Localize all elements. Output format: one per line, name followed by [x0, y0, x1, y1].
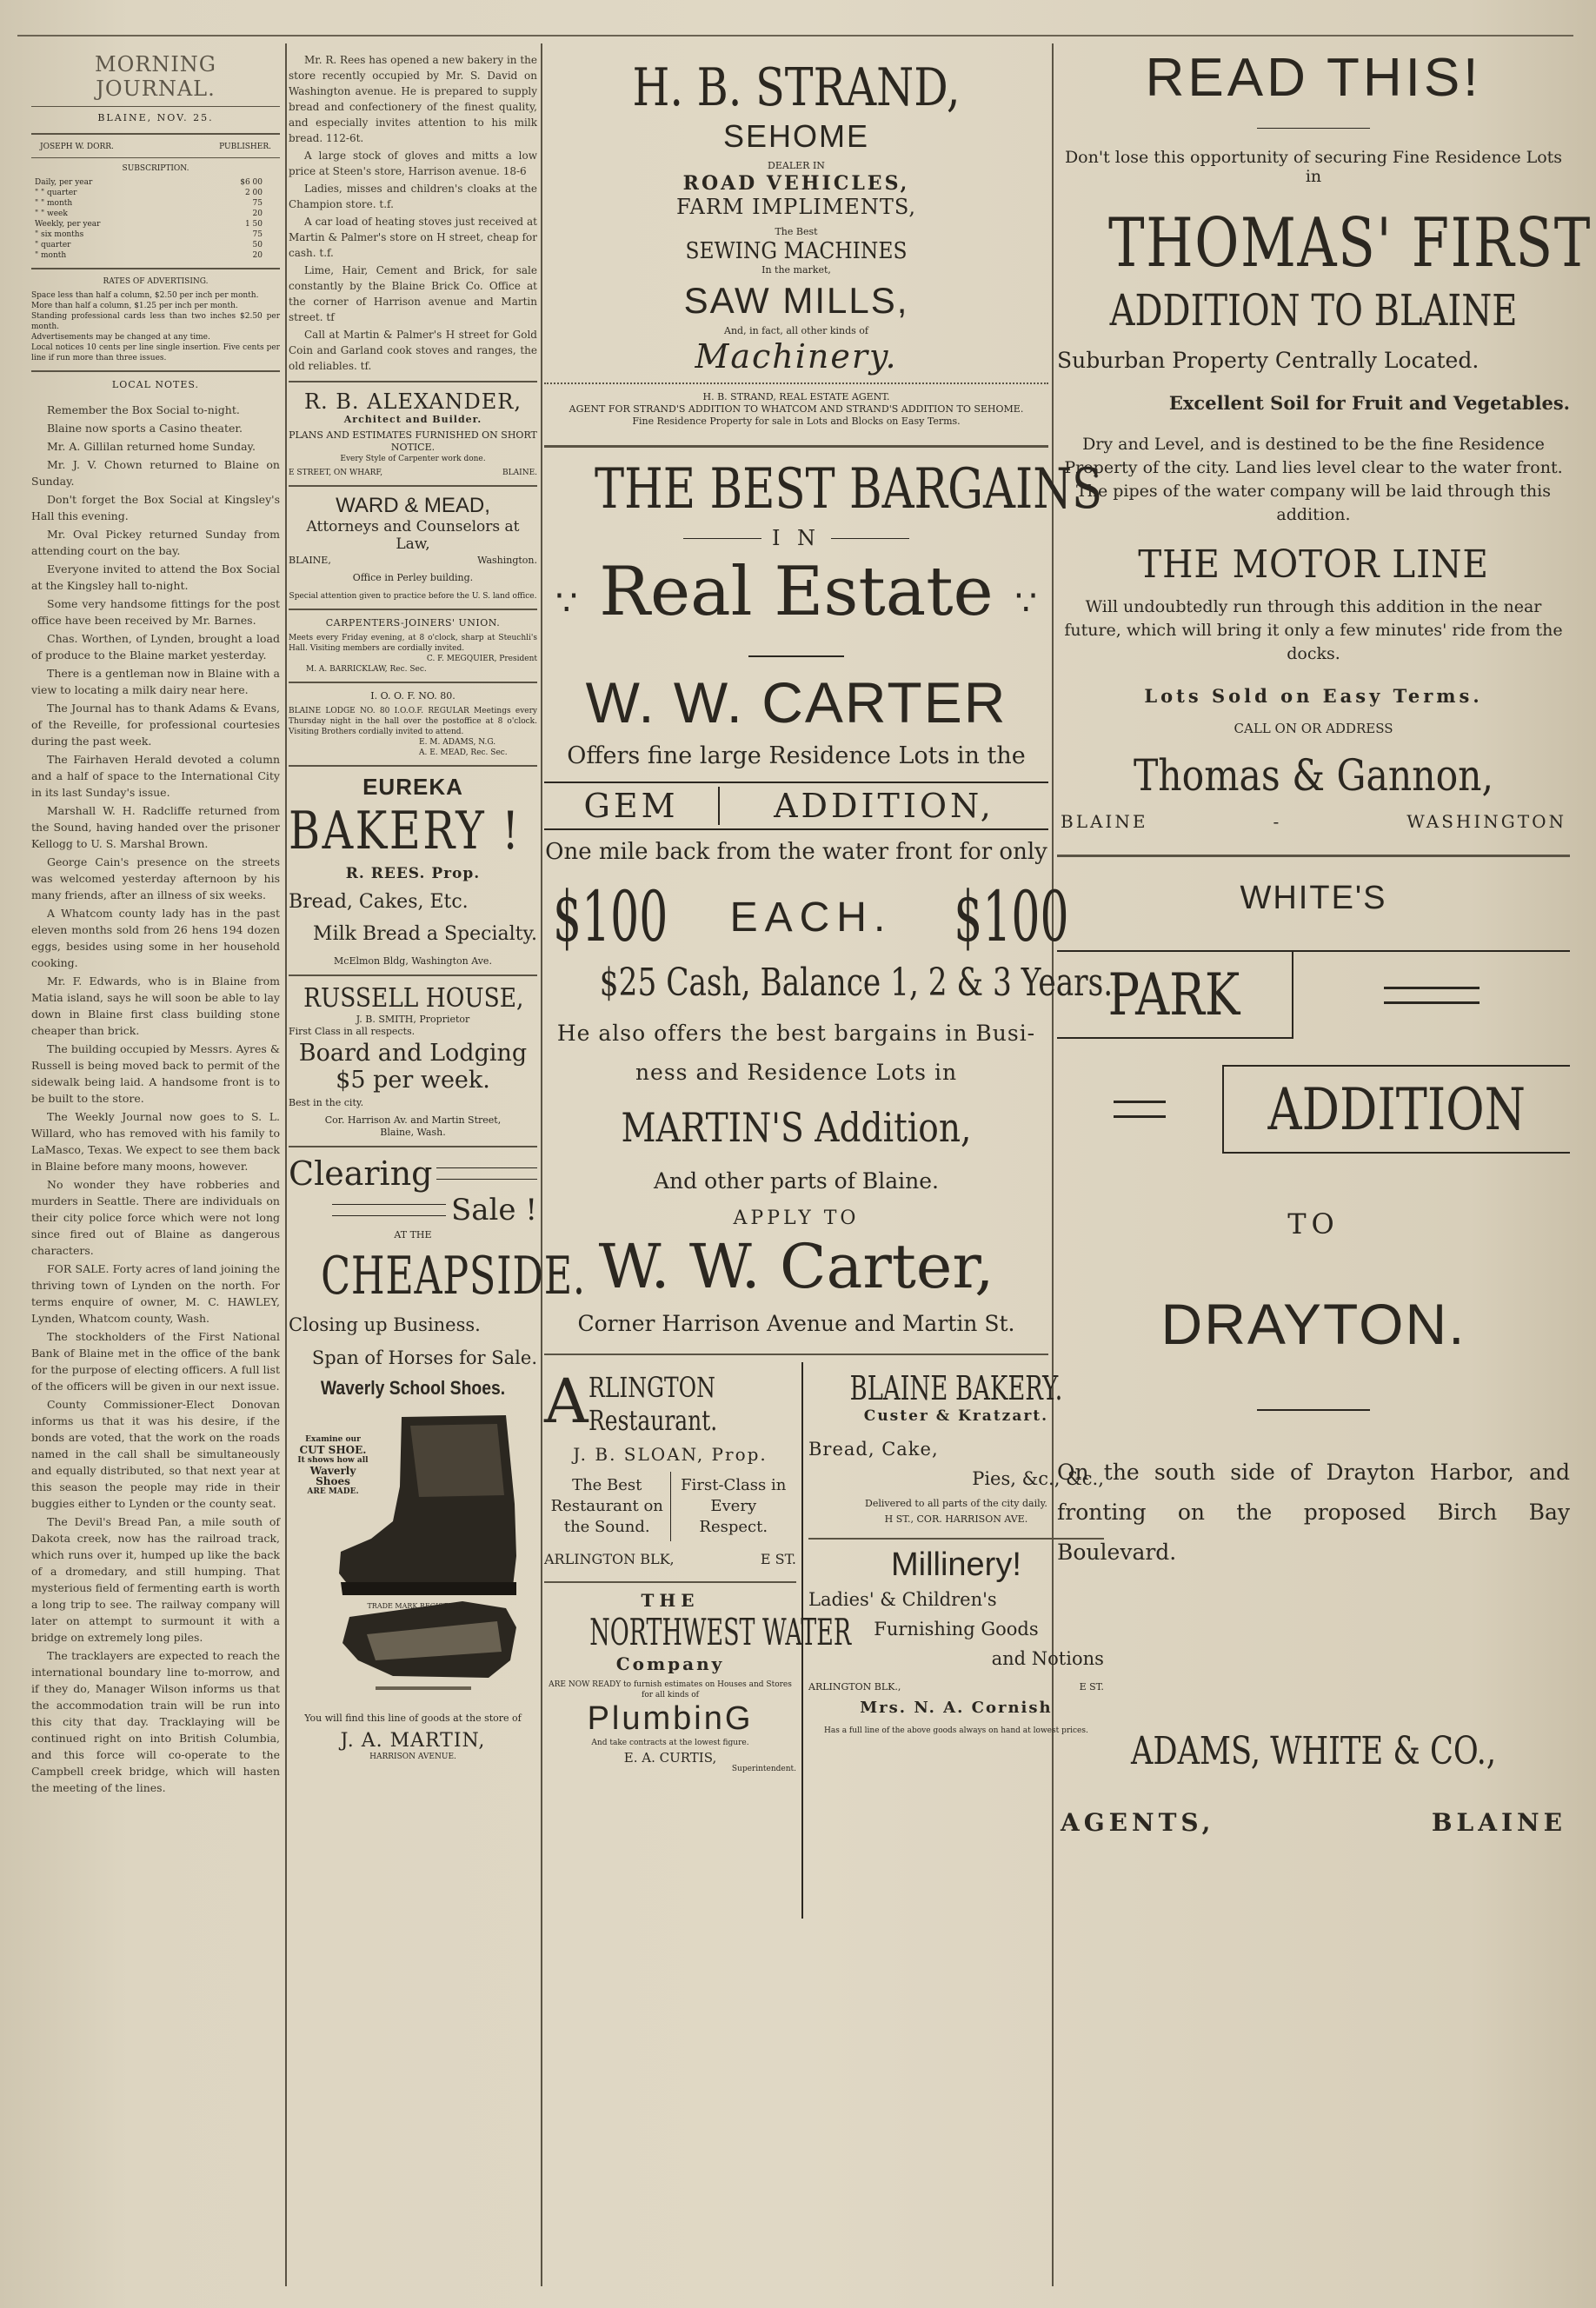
thomas-gannon: Thomas & Gannon,	[1133, 750, 1494, 801]
ioof-head: I. O. O. F. NO. 80.	[370, 690, 456, 702]
price-line	[544, 874, 1069, 961]
carter-offers: Offers fine large Residence Lots in the	[567, 742, 1026, 769]
agents-word: AGENTS,	[1061, 1808, 1215, 1837]
list-item: Mr. J. V. Chown returned to Blaine on Sunday.	[31, 458, 280, 488]
read-rule	[1257, 128, 1370, 129]
martin-addr: HARRISON AVENUE.	[369, 1753, 456, 1761]
carpenters-head: CARPENTERS-JOINERS' UNION.	[325, 617, 501, 629]
carpenters-text: Meets every Friday evening, at 8 o'clock, sharp at Steuchli's Hall. Visiting members are cordially invited.	[289, 634, 537, 653]
in-rule-right	[831, 538, 909, 539]
russell-class: First Class in all respects.	[289, 1026, 416, 1037]
list-item: Remember the Box Social to-night.	[47, 403, 240, 416]
arlington-ad	[544, 1366, 796, 1567]
column-ads-small	[289, 45, 586, 2288]
list-item: FOR SALE. Forty acres of land joining the thriving town of Lynden on the north. For terms enquire of owner, M. C. HAWLEY, Lynden, Whatcom county, Wash.	[31, 1262, 280, 1325]
list-item: A Whatcom county lady has in the past eleven months sold from 26 hens 194 dozen eggs, besides using some in her household cooking.	[31, 907, 280, 969]
strand-vehicles: ROAD VEHICLES,	[682, 172, 910, 195]
ward-title: Attorneys and Counselors at Law,	[306, 518, 520, 553]
blaine-bakery-l3: Delivered to all parts of the city daily.	[865, 1498, 1047, 1509]
drayton: DRAYTON.	[1160, 1292, 1466, 1356]
water-contracts: And take contracts at the lowest figure.	[591, 1739, 749, 1747]
suburban: Suburban Property Centrally Located.	[1057, 348, 1480, 373]
list-item: Mr. Oval Pickey returned Sunday from attending court on the bay.	[31, 528, 280, 557]
carter-also1: He also offers the best bargains in Busi-	[556, 1021, 1036, 1046]
carter-ad	[544, 455, 1114, 1336]
carter-terms: $25 Cash, Balance 1, 2 & 3 Years.	[599, 961, 1114, 1005]
subscription-row: " quarter 50	[35, 241, 263, 249]
whites-addition-ad	[1057, 880, 1570, 1837]
arlington-prop: J. B. SLOAN, Prop.	[573, 1444, 768, 1465]
arlington-left: The Best Restaurant on the Sound.	[544, 1472, 671, 1541]
water-text: ARE NOW READY to furnish estimates on Houses and Stores for all kinds of	[549, 1680, 792, 1699]
strand-fact: And, in fact, all other kinds of	[724, 325, 868, 336]
to-word: TO	[1287, 1207, 1340, 1240]
list-item: The Weekly Journal now goes to S. L. Willard, who has removed with his family to LaMasco, Texas. We expect to see them back in Blaine before many moons, however.	[31, 1110, 280, 1173]
subscription-head: SUBSCRIPTION.	[122, 164, 190, 173]
subscription-row: " " week 20	[35, 210, 263, 218]
russell-board1: Board and Lodging	[298, 1040, 528, 1067]
russell-addr1: Cor. Harrison Av. and Martin Street,	[324, 1114, 502, 1126]
arlington-title	[544, 1366, 796, 1437]
list-item: No wonder they have robberies and murders in Seattle. There are individuals on their city police force which were not long since fired out of Blaine as dangerous characters.	[31, 1178, 280, 1257]
list-item: Chas. Worthen, of Lynden, brought a load of produce to the Blaine market yesterday.	[31, 632, 280, 662]
carter-martins: MARTIN'S Addition,	[621, 1104, 972, 1151]
shoe-illustration	[289, 1400, 537, 1713]
water-name: NORTHWEST WATER	[589, 1611, 852, 1653]
blaine-word: BLAINE	[1061, 811, 1148, 832]
addition-to-blaine: ADDITION TO BLAINE	[1109, 285, 1518, 336]
in-rule-left	[683, 538, 761, 539]
column-local-notes	[31, 45, 280, 2288]
adams-white: ADAMS, WHITE & CO.,	[1130, 1729, 1497, 1773]
list-item: Lime, Hair, Cement and Brick, for sale constantly by the Blaine Brick Co. Office at the corner of Harrison avenue and Martin street. tf	[289, 264, 537, 323]
list-item: The Fairhaven Herald devoted a column and a half of space to the International City in its last Sunday's issue.	[31, 753, 280, 799]
ioof-ng: E. M. ADAMS, N.G.	[419, 738, 496, 747]
ward-name: WARD & MEAD,	[336, 494, 490, 517]
list-item: Mr. R. Rees has opened a new bakery in the store recently occupied by Mr. S. David on Washington avenue. He is prepared to supply bread and confectionery of the finest quality, and especially invites attention to his milk bread. 112-6t.	[289, 54, 537, 144]
ward-place: BLAINE, Washington.	[289, 555, 537, 566]
eureka-ad	[289, 774, 537, 968]
ward-office: Office in Perley building.	[352, 572, 474, 583]
eureka-big: BAKERY !	[289, 801, 522, 861]
water-curtis: E. A. CURTIS,	[623, 1750, 717, 1766]
alexander-role: Architect and Builder.	[343, 414, 482, 425]
water-company: Company	[615, 1653, 725, 1674]
local-notes-head: LOCAL NOTES.	[111, 379, 200, 390]
list-item: Ladies, misses and children's cloaks at the Champion store. t.f.	[289, 183, 537, 210]
ward-mead-ad	[289, 494, 537, 602]
eureka-top: EUREKA	[362, 774, 463, 800]
price-left: $100	[553, 876, 668, 957]
subscription-row: " " month 75	[35, 199, 263, 208]
cheapside-big: CHEAPSIDE.	[321, 1246, 586, 1307]
millinery-name: Mrs. N. A. Cornish	[860, 1699, 1053, 1717]
addition-word: ADDITION	[1222, 1065, 1570, 1154]
alexander-ad	[289, 389, 537, 478]
alexander-address: E STREET, ON WHARF, BLAINE.	[289, 469, 537, 477]
park-equals	[1293, 987, 1570, 1004]
gem-addition-box	[544, 782, 1048, 830]
subscription-row: Weekly, per year 1 50	[35, 220, 263, 229]
price-right: $100	[954, 876, 1069, 957]
ward-special: Special attention given to practice before the U. S. land office.	[289, 592, 537, 601]
cheapside-line2: Span of Horses for Sale.	[311, 1347, 537, 1368]
sale-line	[289, 1193, 537, 1227]
drayton-rule	[1257, 1409, 1370, 1411]
millinery-head: Millinery!	[890, 1546, 1021, 1583]
carter-also2: ness and Residence Lots in	[635, 1060, 958, 1085]
masthead-dateline: BLAINE, NOV. 25.	[97, 112, 214, 123]
column-real-estate	[1057, 45, 1592, 2288]
alexander-line2: Every Style of Carpenter work done.	[340, 455, 486, 463]
blaine-bakery-name: BLAINE BAKERY.	[849, 1369, 1063, 1407]
list-item: Some very handsome fittings for the post office have been received by Mr. Barnes.	[31, 597, 280, 627]
strand-sewing: SEWING MACHINES	[685, 238, 908, 264]
list-item: George Cain's presence on the streets was welcomed yesterday afternoon by his many friends, after an illness of six weeks.	[31, 855, 280, 901]
cheapside-line1: Closing up Business.	[289, 1314, 481, 1335]
carter-name: W. W. CARTER	[585, 670, 1007, 735]
ornament-right: ∵	[1014, 583, 1037, 623]
list-item: The building occupied by Messrs. Ayres & Russell is being moved back to permit of the sidewalk being laid. A handsome front is to be built to the store.	[31, 1042, 280, 1105]
park-word: PARK	[1057, 952, 1293, 1039]
carter-other: And other parts of Blaine.	[653, 1168, 940, 1194]
local-notes-list	[31, 402, 280, 1796]
subscription-row: Daily, per year $6 00	[35, 178, 263, 187]
list-item: County Commissioner-Elect Donovan informs us that it was his desire, if the bonds are voted, that the work on the roads named in the call shall be simultaneously and equally distributed, so that next year at this season the people may ride in their buggies either to Lynden or the county seat.	[31, 1398, 280, 1510]
millinery-address: ARLINGTON BLK., E ST.	[808, 1681, 1104, 1693]
carter-headline: THE BEST BARGAINS	[595, 457, 1103, 522]
trade-mark: TRADE MARK REGISTERED.	[367, 1602, 471, 1610]
strand-agent3: Fine Residence Property for sale in Lots and Blocks on Easy Terms.	[632, 416, 961, 427]
cheapside-find: You will find this line of goods at the store of	[304, 1713, 522, 1724]
publisher-name: JOSEPH W. DORR.	[40, 143, 114, 151]
south-side: On the south side of Drayton Harbor, and fronting on the proposed Birch Bay Boulevard.	[1057, 1460, 1570, 1565]
blaine-word-2: BLAINE	[1431, 1808, 1566, 1837]
column-rule-1	[285, 43, 287, 2286]
carter-corner: Corner Harrison Avenue and Martin St.	[577, 1311, 1015, 1336]
carter-apply: APPLY TO	[733, 1207, 860, 1229]
strand-sawmills: SAW MILLS,	[683, 280, 909, 321]
park-row	[1057, 950, 1570, 1039]
real-estate-line	[544, 550, 1048, 645]
blaine-bakery-l2: Pies, &c., &c.,	[972, 1468, 1104, 1489]
publisher-line	[31, 142, 280, 152]
lots-sold: Lots Sold on Easy Terms.	[1144, 685, 1483, 707]
eureka-line1: Bread, Cakes, Etc.	[289, 891, 469, 913]
millinery-l3: and Notions	[991, 1648, 1104, 1669]
list-item: The Journal has to thank Adams & Evans, of the Reveille, for professional courtesies during the past week.	[31, 702, 280, 748]
carter-in-line	[544, 526, 1048, 550]
motor-text: Will undoubtedly run through this addition in the near future, which will bring it only a few minutes' ride from the docks.	[1064, 597, 1563, 663]
russell-prop: J. B. SMITH, Proprietor	[356, 1014, 470, 1025]
publisher-role: PUBLISHER.	[219, 143, 271, 151]
dry-level: Dry and Level, and is destined to be the fine Residence Property of the city. Land lies level clear to the water front. The pipes of the water company will be laid through this addition.	[1064, 435, 1563, 524]
arlington-rest1: RLINGTON	[588, 1371, 715, 1404]
carpenters-president: C. F. MEGQUIER, President	[426, 655, 537, 663]
arlington-columns	[544, 1472, 796, 1541]
list-item: There is a gentleman now in Blaine with a view to locating a milk dairy near here.	[31, 667, 280, 696]
shoe-caption: Examine our CUT SHOE. It shows how all Waverly Shoes ARE MADE.	[297, 1435, 369, 1496]
blaine-washington	[1057, 811, 1570, 832]
carter-name2: W. W. Carter,	[598, 1231, 994, 1302]
list-item: The stockholders of the First National Bank of Blaine met in the office of the bank for the purpose of electing officers. A full list of the officers will be given in our next issue.	[31, 1330, 280, 1393]
ioof-text: BLAINE LODGE NO. 80 I.O.O.F. REGULAR Meetings every Thursday night in the hall over the postoffice at 8 o'clock. Visiting Brothers cordially invited to attend.	[289, 707, 537, 736]
strand-impliments: FARM IMPLIMENTS,	[675, 195, 917, 219]
list-item: A car load of heating stoves just received at Martin & Palmer's store on H street, cheap for cash. t.f.	[289, 216, 537, 259]
list-item: Don't forget the Box Social at Kingsley's Hall this evening.	[31, 493, 280, 522]
arlington-right: First-Class in Every Respect.	[681, 1476, 787, 1536]
agents-line	[1057, 1808, 1570, 1837]
ornament-left: ∵	[555, 583, 578, 623]
waverly-head: Waverly School Shoes.	[320, 1377, 506, 1399]
list-item: Marshall W. H. Radcliffe returned from the Sound, having handed over the prisoner Kellogg to U. S. Marshal Brown.	[31, 804, 280, 850]
bottom-left-ads	[544, 1362, 852, 1919]
whites: WHITE'S	[1240, 880, 1387, 916]
clearing-word: Clearing	[289, 1154, 433, 1193]
martin-name: J. A. MARTIN,	[340, 1730, 486, 1752]
soil: Excellent Soil for Fruit and Vegetables.	[1168, 392, 1570, 414]
strand-dealer: DEALER IN	[768, 160, 825, 171]
list-item: Mr. A. Gillilan returned home Sunday.	[47, 440, 256, 453]
subscription-row: " six months 75	[35, 230, 263, 239]
millinery-l2: Furnishing Goods	[874, 1619, 1039, 1640]
notices	[289, 52, 537, 374]
strand-name: H. B. STRAND,	[632, 57, 961, 118]
list-item: Blaine now sports a Casino theater.	[47, 422, 243, 435]
eureka-line3: McElmon Bldg, Washington Ave.	[334, 955, 492, 967]
rates-text: Space less than half a column, $2.50 per inch per month. More than half a column, $1.25 per inch per month. Standing professional cards less than two inches $2.50 per month. Advertisements may be changed at any time. Local notices 10 cents per line single insertion. Five cents per line if run more than three issues.	[31, 291, 280, 362]
list-item: The Devil's Bread Pan, a mile south of Dakota creek, now has the railroad track, which runs over it, humped up like the back of a dromedary, and still humping. That mysterious field of fermenting earth is worth a long trip to see. The railway company will later on attempt to surmount it with a bridge on extremely long piles.	[31, 1515, 280, 1644]
carter-mile: One mile back from the water front for only	[545, 839, 1047, 865]
sale-rule	[332, 1204, 446, 1216]
carter-rule	[748, 655, 844, 657]
equals-sign	[1114, 1101, 1166, 1118]
subscription-table	[31, 174, 280, 261]
dont-lose: Don't lose this opportunity of securing Fine Residence Lots in	[1064, 148, 1563, 186]
ioof-ad	[289, 690, 537, 758]
motor-line: THE MOTOR LINE	[1138, 542, 1489, 587]
alexander-name: R. B. ALEXANDER,	[303, 389, 522, 414]
eureka-line2: Milk Bread a Specialty.	[313, 923, 537, 945]
gem-word: GEM	[544, 787, 720, 825]
russell-addr2: Blaine, Wash.	[380, 1127, 446, 1138]
arlington-rest2: Restaurant.	[588, 1404, 717, 1437]
addition-equals	[1057, 1101, 1222, 1118]
clearing-rule	[436, 1167, 538, 1180]
eureka-prop: R. REES. Prop.	[345, 865, 481, 882]
list-item: A large stock of gloves and mitts a low price at Steen's store, Harrison avenue. 18-6	[289, 150, 537, 177]
carpenters-sec: M. A. BARRICKLAW, Rec. Sec.	[306, 665, 427, 674]
strand-best: The Best	[775, 226, 818, 237]
clearing-line	[289, 1154, 537, 1193]
thomas-first: THOMAS' FIRST	[1108, 204, 1592, 283]
water-supt: Superintendent.	[731, 1765, 796, 1773]
washington-word: WASHINGTON	[1406, 811, 1566, 832]
strand-machinery: Machinery.	[695, 337, 898, 376]
read-this: READ THIS!	[1145, 48, 1482, 108]
carter-in: I N	[771, 526, 821, 550]
water-the: THE	[641, 1590, 700, 1611]
real-estate: Real Estate	[599, 553, 994, 631]
strand-ad	[544, 57, 1048, 428]
addition-row	[1057, 1065, 1570, 1154]
alexander-line1: PLANS AND ESTIMATES FURNISHED ON SHORT NOTICE.	[289, 429, 537, 453]
list-item: The tracklayers are expected to reach the international boundary line to-morrow, and if they do, Manager Wilson informs us that the accommodation train will be run into this city that day. Tracklaying will be continued right on into British Columbia, and this force will co-operate to the Campbell creek bridge, which will hasten the meeting of the lines.	[31, 1649, 280, 1794]
strand-place: SEHOME	[722, 118, 870, 154]
column-rule-2	[541, 43, 542, 2286]
bottom-ads-grid	[544, 1362, 1104, 1919]
strand-agent1: H. B. STRAND, REAL ESTATE AGENT.	[702, 391, 890, 402]
millinery-note: Has a full line of the above goods always on hand at lowest prices.	[824, 1726, 1088, 1735]
cheapside-at: AT THE	[394, 1229, 432, 1240]
arlington-address: ARLINGTON BLK, E ST.	[544, 1551, 796, 1567]
call-on: CALL ON OR ADDRESS	[1234, 721, 1393, 736]
strand-agent2: AGENT FOR STRAND'S ADDITION TO WHATCOM AND STRAND'S ADDITION TO SEHOME.	[569, 403, 1024, 415]
list-item: Mr. F. Edwards, who is in Blaine from Matia island, says he will soon be able to lay down in Blaine first class building stone cheaper than brick.	[31, 974, 280, 1037]
russell-best: Best in the city.	[289, 1097, 364, 1108]
russell-name: RUSSELL HOUSE,	[303, 983, 524, 1014]
price-each: EACH.	[729, 894, 893, 941]
strand-market: In the market,	[761, 264, 831, 276]
ioof-sec: A. E. MEAD, Rec. Sec.	[419, 748, 508, 757]
masthead-title: MORNING JOURNAL.	[95, 52, 216, 101]
sale-word: Sale !	[450, 1193, 537, 1227]
addition-word: ADDITION,	[774, 787, 994, 825]
subscription-row: " month 20	[35, 251, 263, 260]
top-rule	[17, 35, 1573, 37]
millinery-l1: Ladies' & Children's	[808, 1589, 997, 1610]
dash: -	[1273, 811, 1282, 832]
cheapside-ad	[289, 1154, 586, 1762]
column-large-ads	[544, 45, 1114, 2288]
water-plumbing: PlumbinG	[587, 1700, 754, 1737]
arlington-initial: A	[544, 1366, 589, 1437]
rates-head: RATES OF ADVERTISING.	[103, 277, 209, 286]
russell-ad	[289, 983, 537, 1139]
carpenters-ad	[289, 617, 537, 675]
blaine-bakery-l4: H ST., COR. HARRISON AVE.	[884, 1513, 1028, 1525]
water-ad	[544, 1590, 852, 1774]
blaine-bakery-l1: Bread, Cake,	[808, 1439, 939, 1460]
list-item: Everyone invited to attend the Box Social at the Kingsley hall to-night.	[31, 562, 280, 592]
list-item: Call at Martin & Palmer's H street for Gold Coin and Garland cook stoves and ranges, the old reliables. tf.	[289, 329, 537, 372]
equals-sign	[1384, 987, 1480, 1004]
russell-board2: $5 per week.	[336, 1067, 490, 1094]
subscription-row: " " quarter 2 00	[35, 189, 263, 197]
column-rule-3	[1052, 43, 1054, 2286]
blaine-bakery-props: Custer & Kratzart.	[863, 1407, 1049, 1425]
